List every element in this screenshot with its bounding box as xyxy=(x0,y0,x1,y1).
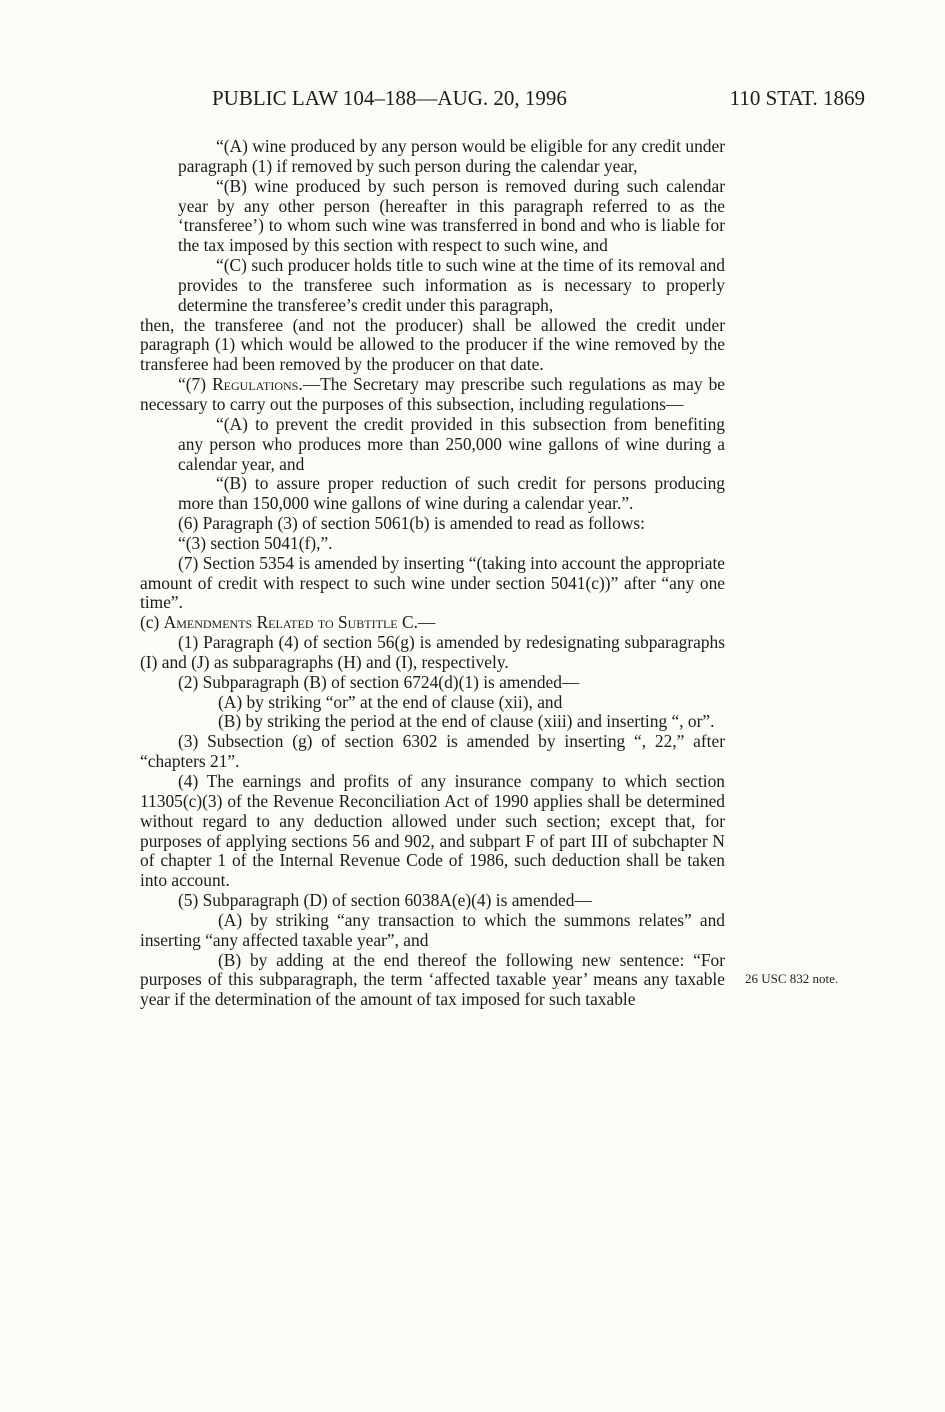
paragraph-heading: Amendments Related to Subtitle C. xyxy=(163,612,418,633)
paragraph: (3) Subsection (g) of section 6302 is amended by inserting “, 22,” after “chapters 21”. xyxy=(140,731,725,772)
paragraph: then, the transferee (and not the producer) shall be allowed the credit under paragraph (1) which would be allowed to the producer if the wine removed by the transferee had been removed by the producer on that date. xyxy=(140,314,725,375)
paragraph: (A) by striking “any transaction to which the summons relates” and inserting “any affected taxable year”, and xyxy=(140,909,725,950)
paragraph: “(3) section 5041(f),”. xyxy=(178,532,333,553)
paragraph: (5) Subparagraph (D) of section 6038A(e)(4) is amended— xyxy=(178,890,592,911)
paragraph: “(C) such producer holds title to such wine at the time of its removal and provides to the transferee such information as is necessary to properly determine the transferee’s credit under this paragraph, xyxy=(178,255,725,315)
paragraph: “(A) wine produced by any person would be eligible for any credit under paragraph (1) if removed by such person during the calendar year, xyxy=(178,136,725,176)
document-body xyxy=(140,137,725,1010)
paragraph: (B) by striking the period at the end of clause (xiii) and inserting “, or”. xyxy=(218,711,715,732)
paragraph: (4) The earnings and profits of any insurance company to which section 11305(c)(3) of the Revenue Reconciliation Act of 1990 applies shall be determined without regard to any deduction allowed under such section; except that, for purposes of applying sections 56 and 902, and subpart F of part III of subchapter N of chapter 1 of the Internal Revenue Code of 1986, such deduction shall be taken into account. xyxy=(140,771,725,891)
paragraph: “(B) to assure proper reduction of such credit for persons producing more than 150,000 wine gallons of wine during a calendar year.”. xyxy=(178,473,725,514)
paragraph-lead: (c) xyxy=(140,612,164,633)
paragraph: (1) Paragraph (4) of section 56(g) is amended by redesignating subparagraphs (I) and (J) as subparagraphs (H) and (I), respectively. xyxy=(140,632,725,672)
paragraph xyxy=(140,613,725,633)
page-header xyxy=(140,86,865,116)
paragraph-text: —The Secretary may prescribe such regulations as may be necessary to carry out the purposes of this subsection, including regulations— xyxy=(140,374,725,414)
statute-page-number: 110 STAT. 1869 xyxy=(729,86,865,110)
paragraph: (B) by adding at the end thereof the following new sentence: “For purposes of this subparagraph, the term ‘affected taxable year’ means any taxable year if the determination of the amount of tax imposed for such taxable xyxy=(140,949,725,1010)
paragraph: (6) Paragraph (3) of section 5061(b) is amended to read as follows: xyxy=(178,513,645,534)
law-citation: PUBLIC LAW 104–188—AUG. 20, 1996 xyxy=(212,86,567,110)
paragraph: “(B) wine produced by such person is removed during such calendar year by any other person (hereafter in this paragraph referred to as the ‘transferee’) to whom such wine was transferred in bond and who is liable for the tax imposed by this section with respect to such wine, and xyxy=(178,175,725,256)
paragraph-text: — xyxy=(417,612,436,633)
paragraph: (7) Section 5354 is amended by inserting “(taking into account the appropriate amount of credit with respect to such wine under section 5041(c))” after “any one time”. xyxy=(140,552,725,613)
paragraph xyxy=(140,375,725,415)
paragraph-heading: Regulations. xyxy=(212,374,303,395)
paragraph-lead: “(7) xyxy=(178,374,213,395)
paragraph: (2) Subparagraph (B) of section 6724(d)(1) is amended— xyxy=(178,671,580,692)
paragraph: “(A) to prevent the credit provided in this subsection from benefiting any person who produces more than 250,000 wine gallons of wine during a calendar year, and xyxy=(178,413,725,474)
paragraph: (A) by striking “or” at the end of clause (xii), and xyxy=(218,691,563,712)
margin-note: 26 USC 832 note. xyxy=(745,971,839,986)
